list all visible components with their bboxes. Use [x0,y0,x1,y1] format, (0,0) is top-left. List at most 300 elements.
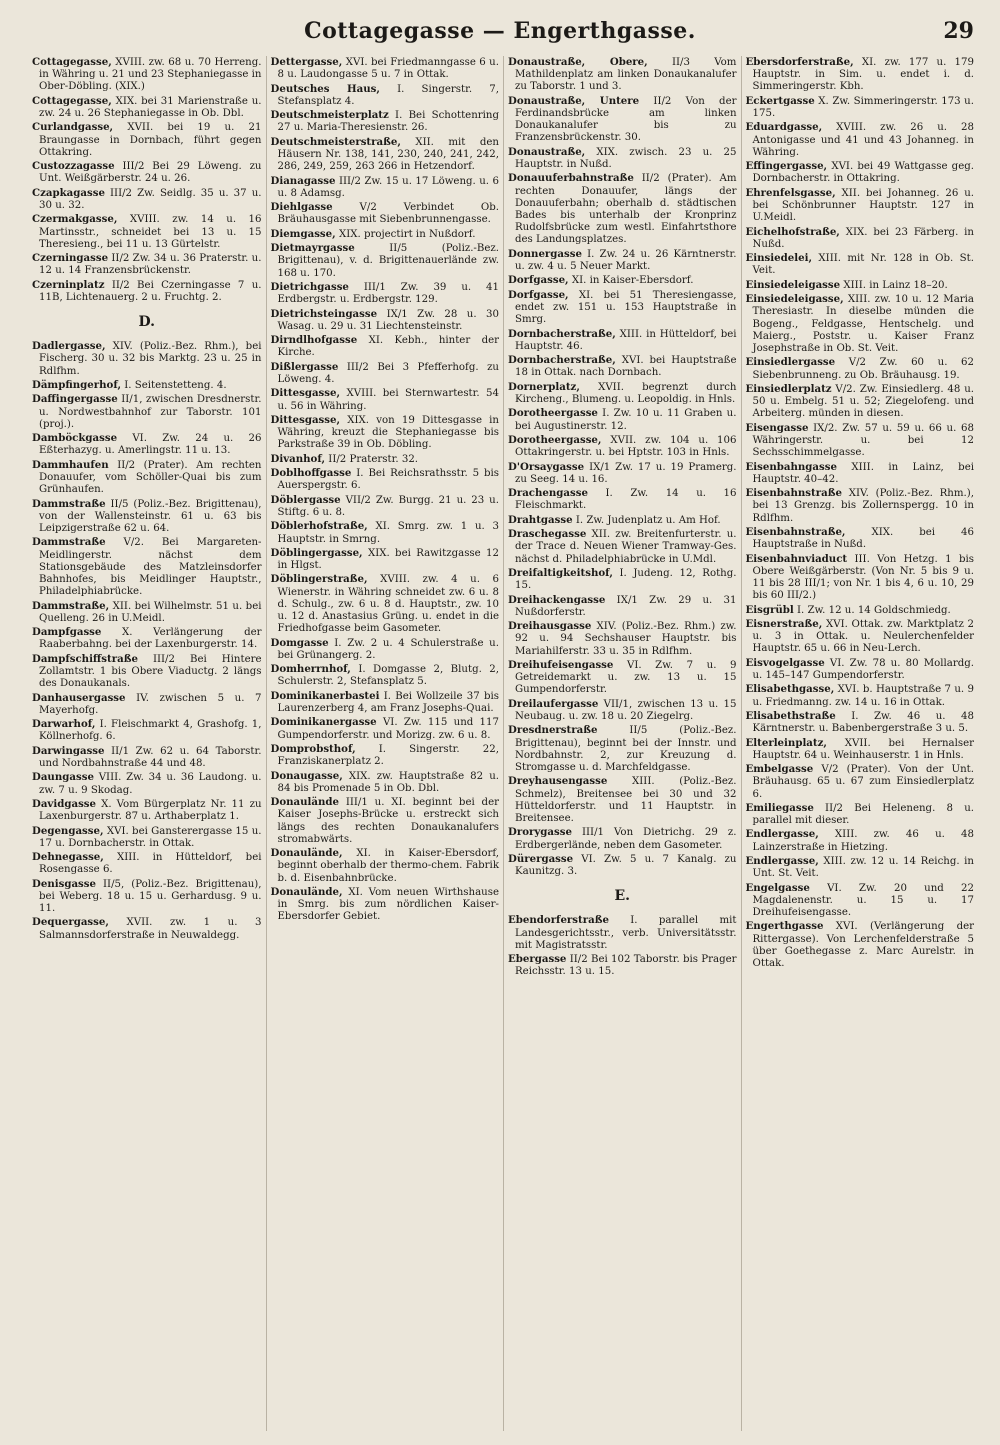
street-name: Czerningasse [32,252,109,265]
street-entry [271,573,500,635]
street-entry [271,494,500,519]
street-entry [271,308,500,333]
street-name: Dehnegasse, [32,851,104,864]
street-entry [746,383,975,421]
street-description: I. Zw. 14 u. 16 Fleischmarkt. [515,488,737,512]
street-description: XVII. zw. 1 u. 3 Salmannsdorferstraße in Neuwaldegg. [39,917,262,941]
street-name: Eisenbahngasse [745,460,837,473]
street-name: Dreilaufergasse [508,697,599,710]
street-description: XIII. mit Nr. 128 in Ob. St. Veit. [752,253,974,277]
street-name: Eckertgasse [745,94,815,107]
street-description: X. Vom Bürgerplatz Nr. 11 zu Laxenburgerstr. 87 u. Arthaberplatz 1. [39,798,262,823]
street-name: Diehlgasse [270,201,333,214]
street-name: Dreihufeisengasse [508,658,614,671]
street-name: Dittesgasse, [270,387,341,400]
street-description: XVI. bei Friedmanngasse 6 u. 8 u. Laudongasse 5 u. 7 in Ottak. [277,57,499,81]
street-entry [271,242,500,280]
street-name: Emiliegasse [745,801,814,814]
street-entry [271,387,500,412]
street-name: Dampfschiffstraße [32,652,138,665]
column-1 [28,56,266,1431]
street-description: XIII. in Lainz, bei Hauptstr. 40–42. [752,461,974,485]
street-name: Donaulände [270,796,340,809]
street-description: XIX. bei Rawitzgasse 12 in Hlgst. [277,547,499,572]
street-description: XVII. bei 19 u. 21 Braungasse in Dornbach, führt gegen Ottakring. [39,122,262,158]
street-name: Endlergasse, [745,855,819,868]
street-entry [271,136,500,174]
street-description: XVI. bei Hauptstraße 18 in Ottak. nach Dornbach. [515,355,737,379]
street-entry [271,743,500,768]
street-entry [508,146,737,171]
street-description: XIX. von 19 Dittesgasse in Währing, kreuzt die Stephaniegasse bis Parkstraße 39 in Ob. Döbling. [277,414,499,451]
street-entry [32,252,262,277]
street-entry [271,228,500,241]
street-entry [508,775,737,825]
street-description: VI. Zw. 7 u. 9 Getreidemarkt u. zw. 13 u. 15 Gumpendorferstr. [515,659,737,696]
street-name: Dominikanergasse [270,716,377,729]
street-entry [32,56,262,94]
street-entry [746,710,975,735]
street-name: Curlandgasse, [32,121,114,134]
page-title: Cottagegasse — Engerthgasse. [304,18,696,44]
street-description: XVI. bei 49 Wattgasse geg. Dornbacherstr. in Ottakring. [752,161,974,185]
street-entry [271,886,500,924]
street-name: Einsiedeleigasse, [745,293,844,306]
street-description: X. Zw. Simmeringerstr. 173 u. 175. [752,95,974,119]
street-name: Czerninplatz [32,278,105,291]
street-entry [508,328,737,353]
street-description: XVI. b. Hauptstraße 7 u. 9 u. Friedmanng. zw. 14 u. 16 in Ottak. [752,684,974,708]
street-name: Custozzagasse [32,160,115,173]
street-name: Dämpfingerhof, [32,378,122,391]
street-description: XIX. projectirt in Nußdorf. [338,228,476,240]
street-name: Dammhaufen [32,458,109,471]
street-entry [32,745,262,770]
street-entry [32,95,262,120]
street-description: XI. in Kaiser-Ebersdorf. [571,275,694,287]
street-name: Dißlergasse [270,360,339,373]
street-name: Eduardgasse, [745,121,823,134]
street-name: Daungasse [32,771,94,784]
street-description: XIII. in Lainz 18–20. [843,279,948,291]
street-description: XIX. zw. Hauptstraße 82 u. 84 bis Promenade 5 in Ob. Dbl. [277,770,499,794]
street-description: I. Zw. Judenplatz u. Am Hof. [575,514,721,526]
street-name: Dreihackengasse [508,593,606,606]
street-entry [271,770,500,795]
street-entry [746,802,975,827]
street-description: XI. Vom neuen Wirthshause in Smrg. bis zum nördlichen Kaiser-Ebersdorfer Gebiet. [277,887,499,923]
street-name: Eisvogelgasse [745,656,825,669]
street-description: VI. Zw. 5 u. 7 Kanalg. zu Kaunitzg. 3. [515,853,737,878]
street-name: Dammstraße [32,497,106,510]
street-entry [508,274,737,287]
street-description: II/1, zwischen Dresdnerstr. u. Nordwestbahnhof zur Taborstr. 101 (proj.). [39,394,262,430]
street-description: III/2 Zw. Seidlg. 35 u. 37 u. 30 u. 32. [39,187,262,211]
street-description: II/2 Praterstr. 32. [328,453,419,465]
street-name: Eisenbahnstraße, [745,525,846,538]
street-name: Drahtgasse [508,513,573,526]
street-entry [508,914,737,952]
street-name: Embelgasse [745,763,814,776]
street-description: II/5 (Poliz.-Bez. Brigittenau), beginnt bei der Innstr. und Nordbahnstr. 2, zur Kreuzung d. Stromgasse u. d. Marchfeldgasse. [515,725,737,773]
street-description: VIII. Zw. 34 u. 36 Laudong. u. zw. 7 u. 9 Skodag. [39,772,262,796]
street-name: Eisengasse [745,421,809,434]
street-description: I. Judeng. 12, Rothg. 15. [515,567,737,592]
street-name: Donaulände, [270,886,343,899]
street-name: Domprobsthof, [270,743,356,756]
street-description: IX/1 Zw. 29 u. 31 Nußdorferstr. [515,594,737,618]
street-description: I. Seitenstetteng. 4. [124,379,227,391]
street-description: X. Verlängerung der Raaberbahng. bei der Laxenburgerstr. 14. [39,627,262,651]
street-entry [746,763,975,801]
street-name: Dreihausgasse [508,620,592,633]
street-entry [508,354,737,379]
street-description: VI. Zw. 78 u. 80 Mollardg. u. 145–147 Gumpendorferstr. [752,657,975,681]
street-description: II/2 Bei Czerningasse 7 u. 11B, Lichtenauerg. 2 u. Fruchtg. 2. [39,279,262,303]
street-description: III/2 Bei 3 Pfefferhofg. zu Löweng. 4. [277,361,499,385]
street-entry [746,356,975,381]
street-description: V/2 Verbindet Ob. Bräuhausgasse mit Siebenbrunnengasse. [277,202,499,226]
street-name: Dreifaltigkeitshof, [508,566,613,579]
street-entry [508,953,737,978]
street-name: Denisgasse [32,877,97,890]
street-entry [746,855,975,880]
column-3 [503,56,741,1431]
street-name: Eisenbahnstraße [745,487,842,500]
street-entry [508,567,737,592]
street-name: Donaulände, [270,847,343,860]
street-description: XVI. bei Gansterergasse 15 u. 17 u. Dornbacherstr. in Ottak. [39,825,262,849]
street-description: I. Singerstr. 22, Franziskanerplatz 2. [277,744,499,768]
street-entry [271,83,500,108]
street-description: III/2 Zw. 15 u. 17 Löweng. u. 6 u. 8 Adamsg. [277,175,499,199]
street-entry [508,826,737,851]
street-entry [271,109,500,134]
street-entry [271,281,500,306]
street-description: VII/1, zwischen 13 u. 15 Neubaug. u. zw. 18 u. 20 Ziegelrg. [515,698,737,722]
street-entry [746,226,975,251]
street-description: XIX. bei 46 Hauptstraße in Nußd. [752,526,974,551]
street-description: I. Fleischmarkt 4, Grashofg. 1, Köllnerhofg. 6. [39,719,262,743]
street-description: V/2 (Prater). Von der Unt. Bräuhausg. 65 u. 67 zum Einsiedlerplatz 6. [752,764,974,800]
street-description: II/5, (Poliz.-Bez. Brigittenau), bei Weberg. 18 u. 15 u. Gerhardusg. 9 u. 11. [39,878,262,915]
street-entry [508,528,737,566]
street-entry [32,379,262,392]
street-entry [746,657,975,682]
street-name: Cottagegasse, [32,94,112,107]
street-name: Dietmayrgasse [270,242,355,255]
street-description: III/2 Bei Hintere Zollamtstr. 1 bis Obere Viaductg. 2 längs des Donaukanals. [39,653,262,690]
street-entry [271,716,500,741]
street-name: Ebersdorferstraße, [745,56,854,68]
street-name: Danhausergasse [32,691,126,704]
page-number: 29 [943,18,974,44]
street-entry [508,172,737,246]
street-entry [32,160,262,185]
street-description: XIII. zw. 10 u. 12 Maria Theresiastr. In dieselbe münden die Bogeng., Feldgasse, Hentschelg. und Maierg., Poststr. u. Kaiser Franz Josephstraße in Ob. St. Veit. [752,294,974,354]
street-description: I. Zw. 2 u. 4 Schulerstraße u. bei Grünangerg. 2. [277,637,499,661]
street-entry [508,620,737,658]
street-name: Donaustraße, [508,145,586,158]
street-description: III. Von Hetzg. 1 bis Obere Weißgärberstr. (Von Nr. 5 bis 9 u. 11 bis 28 III/1; von Nr. 1 bis 4, 6 u. 10, 29 bis 60 III/2.) [752,553,974,602]
street-entry [746,553,975,603]
street-entry [271,690,500,715]
street-entry [508,407,737,432]
street-description: XI. bei 51 Theresiengasse, endet zw. 151 u. 153 Hauptstraße in Smrg. [515,289,737,326]
directory-columns [28,56,978,1431]
street-entry [271,663,500,688]
street-name: Davidgasse [32,797,97,810]
street-name: Dorfgasse, [508,274,569,287]
street-description: II/2 (Prater). Am rechten Donauufer, vom Schöller-Quai bis zum Grünhaufen. [39,459,262,496]
street-name: Einsiedeleigasse [745,278,841,291]
street-entry [32,536,262,598]
street-description: II/1 Zw. 62 u. 64 Taborstr. und Nordbahnstraße 44 und 48. [39,745,262,769]
street-description: V/2 Zw. 60 u. 62 Siebenbrunneng. zu Ob. Bräuhausg. 19. [752,357,974,381]
street-name: Eichelhofstraße, [745,225,840,238]
street-entry [271,467,500,492]
street-name: Döblergasse [270,493,341,506]
street-entry [271,453,500,466]
street-description: I. Zw. 10 u. 11 Graben u. bei Augustinerstr. 12. [515,408,737,432]
street-name: Dominikanerbastei [270,689,380,702]
street-entry [746,279,975,292]
street-entry [746,95,975,120]
street-name: Dietrichsteingasse [270,307,378,320]
street-name: Einsiedelei, [745,252,813,265]
street-entry [32,653,262,691]
street-name: Dequergasse, [32,916,109,929]
street-entry [32,692,262,717]
street-entry [508,514,737,527]
column-4 [741,56,979,1431]
street-description: XIV. (Poliz.-Bez. Rhm.) zw. 92 u. 94 Sechshauser Hauptstr. bis Mariahilferstr. 33 u. 35 in Rdlfhm. [515,621,737,657]
street-description: XII. mit den Häusern Nr. 138, 141, 230, 240, 241, 242, 286, 249, 259, 263 266 in Hetzendorf. [277,136,499,173]
street-name: Dornbacherstraße, [508,354,616,367]
street-description: III/1 Von Dietrichg. 29 z. Erdbergerlände, neben dem Gasometer. [515,827,737,851]
street-entry [508,461,737,486]
street-name: Donnergasse [508,247,582,260]
street-entry [32,626,262,651]
street-entry [746,882,975,920]
street-name: Darwarhof, [32,718,96,731]
street-entry [746,187,975,225]
street-name: Eisgrübl [745,603,794,616]
street-description: II/2 Bei Heleneng. 8 u. parallel mit dieser. [752,802,974,827]
street-name: Dresdnerstraße [508,724,598,737]
street-description: XIII. in Hütteldorf, bei Rosengasse 6. [39,852,262,876]
street-description: XIV. (Poliz.-Bez. Rhm.), bei 13 Grenzg. bis Zollernspergg. 10 in Rdlfhm. [752,488,974,524]
street-description: XVIII. zw. 68 u. 70 Herreng. in Währing u. 21 und 23 Stephaniegasse in Ober-Döbling. (XIX.) [39,57,262,93]
street-name: Donauuferbahnstraße [508,172,634,185]
street-description: XII. bei Wilhelmstr. 51 u. bei Quelleng. 26 in U.Meidl. [39,600,262,624]
street-name: Eisenbahnviaduct [745,552,848,565]
street-entry [746,56,975,94]
street-name: Dorfgasse, [508,288,569,301]
street-description: XIX. bei 31 Marienstraße u. zw. 24 u. 26 Stephaniegasse in Ob. Dbl. [39,95,262,119]
street-entry [32,718,262,743]
street-description: XVIII. zw. 26 u. 28 Antonigasse und 41 und 43 Johanneg. in Währing. [752,122,974,158]
street-description: XIII. zw. 46 u. 48 Lainzerstraße in Hietzing. [752,829,974,853]
street-entry [746,160,975,185]
street-description: I. parallel mit Landesgerichtsstr., verb. Universitätsstr. mit Magistratsstr. [515,915,737,951]
street-name: Drorygasse [508,826,572,839]
street-name: Czermakgasse, [32,213,118,226]
street-entry [508,289,737,327]
street-entry [746,121,975,159]
street-description: XVII. begrenzt durch Kircheng., Blumeng. u. Leopoldig. in Hnls. [515,381,737,405]
street-name: Ehrenfelsgasse, [745,186,836,199]
street-name: Eisnerstraße, [745,617,823,630]
street-name: Dampfgasse [32,626,102,639]
street-description: III/1 Zw. 39 u. 41 Erdbergstr. u. Erdbergstr. 129. [277,281,499,306]
street-description: II/5 (Poliz.-Bez. Brigittenau), v. d. Brigittenauerlände zw. 168 u. 170. [277,243,499,279]
street-entry [508,724,737,774]
street-entry [271,414,500,452]
street-description: I. Zw. 12 u. 14 Goldschmiedg. [797,604,951,616]
street-description: II/2 Von der Ferdinandsbrücke am linken Donaukanalufer bis zu Franzensbrückenstr. 30. [515,95,737,144]
street-entry [271,175,500,200]
street-entry [32,187,262,212]
street-entry [32,771,262,796]
street-entry [271,334,500,359]
street-entry [32,498,262,536]
street-entry [32,851,262,876]
street-description: XIX. bei 23 Färberg. in Nußd. [752,226,974,250]
street-description: II/2 (Prater). Am rechten Donauufer, längs der Donauuferbahn; oberhalb d. städtischen Bades bis unterhalb der Kronprinz Rudolfsbrücke zum westl. Einfahrtsthore des Landungsplatzes. [515,173,737,246]
street-description: IV. zwischen 5 u. 7 Mayerhofg. [39,692,262,716]
page-header [0,14,1000,48]
street-description: VII/2 Zw. Burgg. 21 u. 23 u. Stiftg. 6 u. 8. [277,494,499,518]
street-entry [32,878,262,916]
street-description: XIII. zw. 12 u. 14 Reichg. in Unt. St. Veit. [752,856,974,880]
street-description: XVIII. zw. 14 u. 16 Martinsstr., schneidet bei 13 u. 15 Theresieng., bei 11 u. 13 Gürtelstr. [39,214,262,250]
street-name: Czapkagasse [32,186,105,199]
street-entry [32,213,262,251]
street-entry [508,434,737,459]
street-entry [508,594,737,619]
street-entry [746,828,975,853]
street-entry [746,526,975,551]
street-entry [746,461,975,486]
street-entry [508,95,737,145]
street-name: Dornbacherstraße, [508,327,616,340]
street-entry [746,487,975,525]
street-entry [746,618,975,656]
street-description: II/2 Zw. 34 u. 36 Praterstr. u. 12 u. 14 Franzensbrückenstr. [39,253,262,277]
street-entry [32,798,262,823]
street-entry [746,252,975,277]
street-description: XI. Kebh., hinter der Kirche. [277,335,499,359]
street-entry [508,487,737,512]
street-name: Dorotheergasse, [508,433,602,446]
street-entry [271,201,500,226]
street-name: Deutsches Haus, [270,82,380,95]
street-description: XIII. (Poliz.-Bez. Schmelz), Breitensee bei 30 und 32 Hütteldorferstr. und 11 Hauptstr. in Breitensee. [515,776,737,824]
street-name: Döblerhofstraße, [270,520,368,533]
street-name: Endlergasse, [745,828,819,841]
street-name: Dammstraße, [32,599,110,612]
street-name: Damböckgasse [32,432,118,445]
street-name: Doblhoffgasse [270,467,352,480]
street-name: Elterleinplatz, [745,736,827,749]
street-description: XII. bei Johanneg. 26 u. bei Schönbrunner Hauptstr. 127 in U.Meidl. [752,187,974,224]
street-name: Ebergasse [508,953,567,966]
street-name: Degengasse, [32,824,104,837]
street-name: Diemgasse, [270,227,336,240]
street-entry [271,637,500,662]
street-entry [32,393,262,431]
street-description: II/3 Vom Mathildenplatz am linken Donaukanalufer zu Taborstr. 1 und 3. [515,57,737,93]
street-description: I. Zw. 46 u. 48 Kärntnerstr. u. Babenbergerstraße 3 u. 5. [752,710,974,735]
street-entry [32,916,262,941]
street-entry [508,853,737,878]
street-name: Einsiedlerplatz [745,382,832,395]
street-description: II/5 (Poliz.-Bez. Brigittenau), von der Wallensteinstr. 61 u. 63 bis Leipzigerstraße 62 u. 64. [39,498,262,534]
street-name: Dornerplatz, [508,380,580,393]
street-description: I. Domgasse 2, Blutg. 2, Schulerstr. 2, Stefansplatz 5. [277,664,499,688]
street-name: Elisabethstraße [745,709,836,722]
street-entry [271,520,500,545]
street-description: IX/2. Zw. 57 u. 59 u. 66 u. 68 Währingerstr. u. bei 12 Sechsschimmelgasse. [752,422,974,459]
street-name: Donaustraße, Obere, [508,56,648,68]
street-description: XI. Smrg. zw. 1 u. 3 Hauptstr. in Smrng. [277,521,499,545]
street-entry [271,847,500,885]
street-description: VI. Zw. 20 und 22 Magdalenenstr. u. 15 u. 17 Dreihufeisengasse. [752,882,974,919]
street-description: I. Singerstr. 7, Stefansplatz 4. [277,83,499,107]
street-description: XVII. zw. 104 u. 106 Ottakringerstr. u. bei Hptstr. 103 in Hnls. [515,434,737,459]
street-description: XVIII. zw. 4 u. 6 Wienerstr. in Währing schneidet zw. 6 u. 8 d. Schulg., zw. 6 u. 8 d. Hauptstr., zw. 10 u. 12 d. Anastasius Grüng. u. endet in die Friedhofgasse beim Gasometer. [277,574,499,635]
street-name: Donaugasse, [270,769,343,782]
street-name: Draschegasse [508,528,587,541]
street-name: Ebendorferstraße [508,914,609,927]
column-2 [266,56,504,1431]
street-entry [32,825,262,850]
street-description: XVIII. bei Sternwartestr. 54 u. 56 in Währing. [277,388,499,412]
street-entry [508,659,737,697]
street-name: Dorotheergasse [508,407,598,420]
street-description: XI. in Kaiser-Ebersdorf, beginnt oberhalb der thermo-chem. Fabrik b. d. Eisenbahnbrücke. [277,848,499,884]
street-name: Effingergasse, [745,160,828,173]
street-name: Dettergasse, [270,56,343,68]
section-letter: D. [138,314,155,331]
street-description: XVI. (Verlängerung der Rittergasse). Von Lerchenfelderstraße 5 über Goethegasse z. Marc Aurelstr. in Ottak. [752,921,974,970]
street-entry [32,279,262,304]
street-name: Dürergasse [508,852,574,865]
street-name: Donaustraße, Untere [508,94,640,107]
street-name: Döblingerstraße, [270,573,368,586]
street-entry [271,796,500,846]
street-description: III/2 Bei 29 Löweng. zu Unt. Weißgärberstr. 24 u. 26. [39,161,262,185]
street-entry [508,56,737,94]
street-name: Dreyhausengasse [508,775,608,788]
street-name: D'Orsaygasse [508,460,585,473]
street-description: II/2 Bei 102 Taborstr. bis Prager Reichsstr. 13 u. 15. [515,954,737,978]
street-name: Daffingergasse [32,393,118,406]
street-entry [508,381,737,406]
street-entry [746,683,975,708]
street-name: Dadlergasse, [32,340,106,353]
street-entry [746,293,975,355]
street-name: Darwingasse [32,744,105,757]
street-name: Dirndlhofgasse [270,334,358,347]
street-entry [746,604,975,617]
street-entry [32,459,262,497]
street-description: XIV. (Poliz.-Bez. Rhm.), bei Fischerg. 30 u. 32 bis Marktg. 23 u. 25 in Rdlfhm. [39,341,262,377]
street-description: XI. zw. 177 u. 179 Hauptstr. in Sim. u. endet i. d. Simmeringerstr. Kbh. [752,57,974,93]
street-entry [746,737,975,762]
street-description: XVI. Ottak. zw. Marktplatz 2 u. 3 in Ottak. u. Neulerchenfelder Hauptstr. 65 u. 66 in Neu-Lerch. [752,618,974,655]
